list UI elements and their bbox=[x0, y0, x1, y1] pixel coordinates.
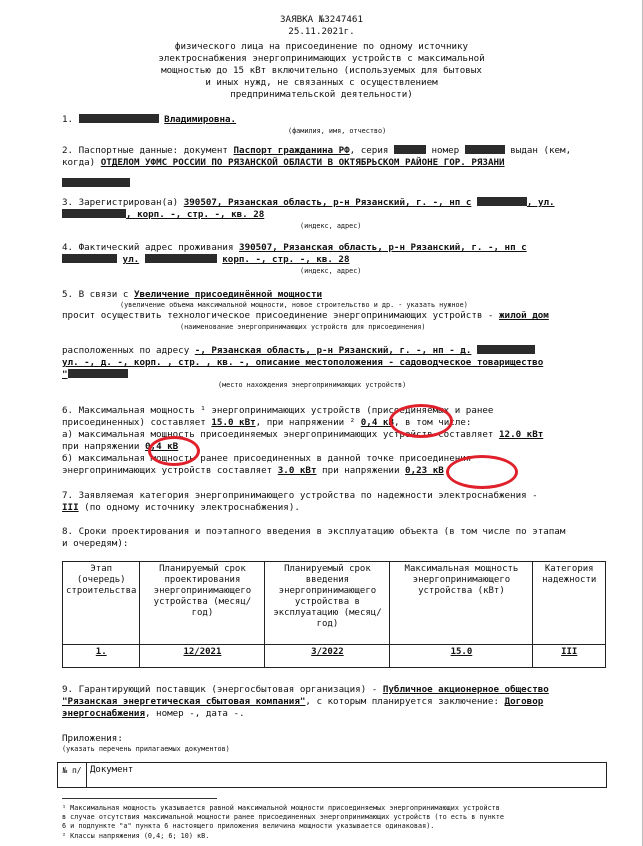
old-voltage: 0,23 кВ bbox=[405, 465, 444, 476]
section-9-line3 bbox=[62, 708, 245, 720]
registration-address: , ул. bbox=[526, 197, 555, 208]
label: , номер -, дата -. bbox=[144, 708, 245, 719]
issuing-authority: ОТДЕЛОМ УФМС РОССИИ ПО РЯЗАНСКОЙ ОБЛАСТИ В ОКТЯБРЬСКОМ РАЙОНЕ ГОР. РЯЗАНИ bbox=[100, 157, 505, 168]
section-5-line2 bbox=[62, 310, 549, 322]
table-header-cell: Категория надежности bbox=[533, 562, 606, 645]
redacted-block bbox=[145, 254, 217, 263]
section-number: 1. bbox=[62, 114, 74, 125]
section-5-line5 bbox=[62, 369, 128, 381]
table-header-row bbox=[63, 562, 606, 645]
annotation-circle bbox=[148, 436, 200, 466]
field-caption: (место нахождения энергопринимающих устройств) bbox=[218, 381, 407, 389]
label: , при напряжении ² bbox=[255, 417, 356, 428]
old-power: 3.0 кВт bbox=[277, 465, 317, 476]
label: , в том числе: bbox=[393, 417, 472, 428]
header-line: физического лица на присоединение по одному источнику bbox=[174, 41, 469, 52]
footnote: ¹ Максимальная мощность указывается равной максимальной мощности присоединяемых энергопринимающих устройств bbox=[62, 804, 500, 812]
doc-date: 25.11.2021г. bbox=[288, 26, 355, 37]
section-3-line2 bbox=[62, 209, 264, 221]
field-caption: (наименование энергопринимающих устройств для присоединения) bbox=[180, 323, 426, 331]
attachments-hint: (указать перечень прилагаемых документов) bbox=[62, 745, 230, 753]
redacted-block bbox=[62, 209, 126, 218]
redacted-block bbox=[394, 145, 426, 154]
section-7-line2 bbox=[62, 502, 300, 514]
total-power: 15.0 кВт bbox=[211, 417, 256, 428]
attachments-title: Приложения: bbox=[62, 733, 123, 744]
table-header-cell: Планируемый срок проектирования энергопринимающего устройства (месяц/ год) bbox=[140, 562, 265, 645]
section-9-line1 bbox=[62, 684, 549, 696]
section-5-line3 bbox=[62, 345, 535, 357]
label: просит осуществить технологическое присоединение энергопринимающих устройств - bbox=[62, 310, 494, 321]
table-header-cell: № п/ bbox=[58, 763, 87, 788]
redacted-block bbox=[68, 369, 128, 378]
contract-type: Договор bbox=[504, 696, 544, 707]
label: расположенных по адресу bbox=[62, 345, 190, 356]
connection-reason: Увеличение присоединённой мощности bbox=[133, 289, 323, 300]
section-7-line1: 7. Заявляемая категория энергопринимающего устройства по надежности электроснабжения - bbox=[62, 490, 538, 501]
field-caption: (увеличение объема максимальной мощности, новое строительство и др. - указать нужное) bbox=[120, 301, 468, 309]
header-line: мощностью до 15 кВт включительно (используемых для бытовых bbox=[161, 65, 482, 76]
header-line: электроснабжения энергопринимающих устройств с максимальной bbox=[158, 53, 485, 64]
label: (по одному источнику электроснабжения). bbox=[84, 502, 300, 513]
redacted-block bbox=[79, 114, 159, 123]
field-caption: (фамилия, имя, отчество) bbox=[288, 127, 387, 135]
section-6-line1: 6. Максимальная мощность ¹ энергопринимающих устройств (присоединяемых и ранее bbox=[62, 405, 494, 416]
footnote: 6 и подпункте "а" пункта 6 настоящего приложения величина мощности указывается одинаковая). bbox=[62, 822, 435, 830]
table-header-cell: Максимальная мощность энергопринимающего устройства (кВт) bbox=[390, 562, 533, 645]
redacted-block bbox=[465, 145, 505, 154]
table-cell: III bbox=[533, 645, 606, 668]
section-6-line5: б) максимальная мощность ранее присоединенных в данной точке присоединения bbox=[62, 453, 472, 464]
attachments-table bbox=[57, 762, 607, 788]
table-header-cell: Планируемый срок введения энергопринимающего устройства в эксплуатацию (месяц/ год) bbox=[265, 562, 390, 645]
device-location: -, Рязанская область, р-н Рязанский, г. -, нп - д. bbox=[194, 345, 472, 356]
section-5-line1 bbox=[62, 289, 322, 301]
table-cell: 1. bbox=[63, 645, 140, 668]
new-power: 12.0 кВт bbox=[499, 429, 544, 440]
actual-address: ул. bbox=[122, 254, 140, 265]
footnote: ² Классы напряжения (0,4; 6; 10) кВ. bbox=[62, 832, 210, 840]
table-cell: 12/2021 bbox=[140, 645, 265, 668]
registration-address: 390507, Рязанская область, р-н Рязанский, г. -, нп с bbox=[183, 197, 472, 208]
section-9-line2 bbox=[62, 696, 543, 708]
device-location: ул. -, д. -, корп. , стр. , кв. -, описание местоположения - садоводческое товарищество bbox=[62, 357, 544, 368]
applicant-name: Владимировна. bbox=[164, 114, 237, 125]
label: 2. Паспортные данные: документ bbox=[62, 145, 228, 156]
section-8-line2: и очередям): bbox=[62, 538, 129, 549]
redacted-block bbox=[477, 345, 535, 354]
table-header-row bbox=[58, 763, 607, 788]
registration-address: , корп. -, стр. -, кв. 28 bbox=[126, 209, 265, 220]
field-caption: (индекс, адрес) bbox=[300, 222, 362, 230]
supplier-name: "Рязанская энергетическая сбытовая компания" bbox=[62, 696, 306, 707]
doc-title: ЗАЯВКА №3247461 bbox=[280, 14, 363, 25]
label: 3. Зарегистрирован(а) bbox=[62, 197, 179, 208]
footnote: в случае отсутствия максимальной мощности ранее присоединенных энергопринимающих устройств (то есть в пункте bbox=[62, 813, 504, 821]
table-cell: 15.0 bbox=[390, 645, 533, 668]
supplier-name: Публичное акционерное общество bbox=[382, 684, 549, 695]
label: , с которым планируется заключение: bbox=[305, 696, 499, 707]
label: когда) bbox=[62, 157, 96, 168]
device-name: жилой дом bbox=[499, 310, 549, 321]
label: номер bbox=[431, 145, 460, 156]
section-4-line2 bbox=[62, 254, 349, 266]
section-5-line4 bbox=[62, 357, 543, 369]
section-4-line1 bbox=[62, 242, 527, 254]
label: , серия bbox=[349, 145, 389, 156]
table-header-cell: Этап (очередь) строительства bbox=[63, 562, 140, 645]
section-2-line2 bbox=[62, 157, 505, 169]
label: энергопринимающих устройств составляет bbox=[62, 465, 273, 476]
section-3-line1 bbox=[62, 197, 555, 209]
section-6-line3 bbox=[62, 429, 543, 441]
actual-address: корп. -, стр. -, кв. 28 bbox=[222, 254, 350, 265]
redacted-block bbox=[62, 171, 130, 190]
contract-type: энергоснабжения bbox=[62, 708, 145, 719]
annotation-circle bbox=[389, 404, 453, 438]
total-voltage: 0,4 кВ bbox=[360, 417, 394, 428]
annotation-circle bbox=[446, 455, 518, 489]
label: присоединенных) составляет bbox=[62, 417, 206, 428]
label: 5. В связи с bbox=[62, 289, 129, 300]
schedule-table bbox=[62, 561, 606, 668]
header-line: и иных нужд, не связанных с осуществлением bbox=[205, 77, 438, 88]
label: при напряжении bbox=[62, 441, 140, 452]
table-row bbox=[63, 645, 606, 668]
table-cell: 3/2022 bbox=[265, 645, 390, 668]
section-6-line6 bbox=[62, 465, 444, 477]
label: а) максимальная мощность присоединяемых энергопринимающих устройств составляет bbox=[62, 429, 494, 440]
reliability-category: III bbox=[62, 502, 79, 513]
table-header-cell: Документ bbox=[87, 763, 607, 788]
document-type: Паспорт гражданина РФ bbox=[233, 145, 350, 156]
new-voltage: 0,4 кВ bbox=[145, 441, 179, 452]
actual-address: 390507, Рязанская область, р-н Рязанский, г. -, нп с bbox=[239, 242, 527, 253]
device-location: " bbox=[62, 369, 68, 380]
label: при напряжении bbox=[322, 465, 400, 476]
redacted-block bbox=[477, 197, 527, 206]
header-line: предпринимательской деятельности) bbox=[230, 89, 413, 100]
section-8-line1: 8. Сроки проектирования и поэтапного введения в эксплуатацию объекта (в том числе по этапам bbox=[62, 526, 566, 537]
section-1 bbox=[62, 114, 236, 126]
footnote-divider bbox=[62, 798, 217, 799]
label: 4. Фактический адрес проживания bbox=[62, 242, 234, 253]
label: 9. Гарантирующий поставщик (энергосбытовая организация) - bbox=[62, 684, 378, 695]
section-2-line1 bbox=[62, 145, 571, 157]
redacted-block bbox=[62, 254, 117, 263]
field-caption: (индекс, адрес) bbox=[300, 267, 362, 275]
label: выдан (кем, bbox=[510, 145, 572, 156]
